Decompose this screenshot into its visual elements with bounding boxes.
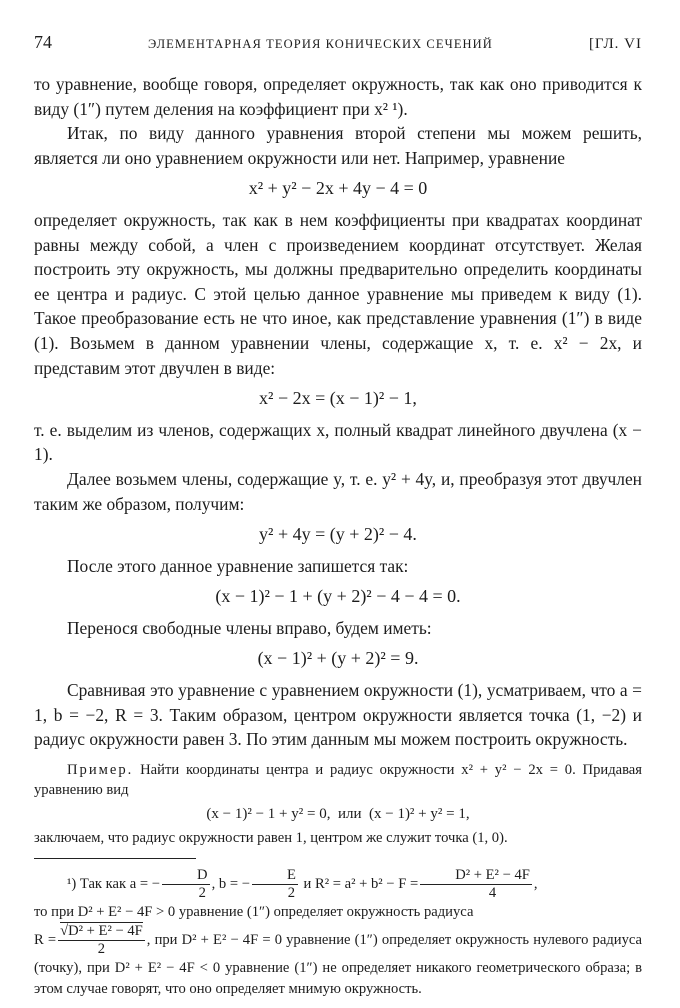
footnote-line-1 <box>34 867 642 902</box>
footnote-b-lhs: , b = − <box>211 876 250 893</box>
paragraph-2: Итак, по виду данного уравнения второй степени мы можем решить, является ли оно уравнением окружности или нет. Например, уравнение <box>34 123 642 168</box>
footnote-a-lhs: a = − <box>129 876 161 893</box>
chapter-label: [ГЛ. VI <box>588 36 642 52</box>
page-header <box>34 30 642 58</box>
footnote-lead: Так как <box>79 876 127 893</box>
frac-b-den: 2 <box>287 885 296 902</box>
paragraph-1: то уравнение, вообще говоря, определяет окружность, так как оно приводится к виду (1″) путем деления на коэффициент при x² ¹). <box>34 74 642 119</box>
equation-4: (x − 1)² − 1 + (y + 2)² − 4 − 4 = 0. <box>215 586 461 607</box>
frac-a-num: D <box>162 867 210 885</box>
frac-b-num: E <box>252 867 298 885</box>
footnote-rule <box>34 858 196 859</box>
example-text <box>34 760 642 801</box>
footnote <box>34 867 642 1000</box>
footnote-marker: ¹) <box>67 876 77 893</box>
example-statement: Найти координаты центра и радиус окружности x² + y² − 2x = 0. Придавая уравнению вид <box>34 761 642 799</box>
footnote-line-2: то при D² + E² − 4F > 0 уравнение (1″) определяет окружность радиуса <box>34 904 474 921</box>
footnote-comma: , <box>533 876 538 893</box>
example-block <box>34 760 642 848</box>
frac-a <box>162 867 210 902</box>
frac-r <box>420 867 532 902</box>
frac-a-den: 2 <box>198 885 206 902</box>
paragraph-4: т. е. выделим из членов, содержащих x, полный квадрат линейного двучлена (x − 1). <box>34 419 642 465</box>
paragraph-8: Сравнивая это уравнение с уравнением окружности (1), усматриваем, что a = 1, b = −2, R = 3. Таким образом, центром окружности является точка (1, −2) и радиус окружности равен 3. По этим данным мы можем построить окружность. <box>34 680 642 750</box>
example-equation: (x − 1)² − 1 + y² = 0, или (x − 1)² + y² = 1, <box>206 806 470 823</box>
equation-5: (x − 1)² + (y + 2)² = 9. <box>257 648 419 669</box>
equation-1: x² + y² − 2x + 4y − 4 = 0 <box>248 178 428 199</box>
paragraph-5: Далее возьмем члены, содержащие y, т. е. y² + 4y, и, преобразуя этот двучлен таким же образом, получим: <box>34 468 642 514</box>
frac-radius-num <box>58 923 145 941</box>
footnote-continuation: , при D² + E² − 4F = 0 уравнение (1″) определяет окружность нулевого радиуса (точку), при D² + E² − 4F < 0 уравнение (1″) не определяет никакого геометрического образа; в этом случае говорят, что оно определяет мнимую окружность. <box>34 932 642 998</box>
footnote-radius-lhs: R = <box>34 932 57 949</box>
example-conclusion: заключаем, что радиус окружности равен 1, центром же служит точка (1, 0). <box>34 829 508 846</box>
equation-3: y² + 4y = (y + 2)² − 4. <box>259 524 417 545</box>
equation-2: x² − 2x = (x − 1)² − 1, <box>259 388 417 409</box>
paragraph-3: определяет окружность, так как в нем коэффициенты при квадратах координат равны между собой, а член с произведением координат отсутствует. Желая построить эту окружность, мы должны предварительно определить координаты ее центра и радиус. С этой целью данное уравнение мы приведем к виду (1). Такое преобразование есть не что иное, как представление уравнения (1″) в виде (1). Возьмем в данном уравнении члены, содержащие x, т. е. x² − 2x, и представим этот двучлен в виде: <box>34 209 642 378</box>
frac-radius <box>58 923 145 958</box>
paragraph-7: Перенося свободные члены вправо, будем иметь: <box>67 617 432 638</box>
frac-r-den: 4 <box>488 885 497 902</box>
running-title: ЭЛЕМЕНТАРНАЯ ТЕОРИЯ КОНИЧЕСКИХ СЕЧЕНИЙ <box>148 37 493 51</box>
frac-b <box>252 867 298 902</box>
footnote-r-lhs: и R² = a² + b² − F = <box>303 876 419 893</box>
page-number: 74 <box>34 32 52 52</box>
frac-radius-den: 2 <box>97 941 106 958</box>
footnote-line-3 <box>34 923 642 1000</box>
example-label: Пример. <box>67 761 134 778</box>
frac-r-num: D² + E² − 4F <box>420 867 532 885</box>
sqrt-expression: √D² + E² − 4F <box>60 923 143 940</box>
paragraph-6: После этого данное уравнение запишется так: <box>67 555 409 576</box>
